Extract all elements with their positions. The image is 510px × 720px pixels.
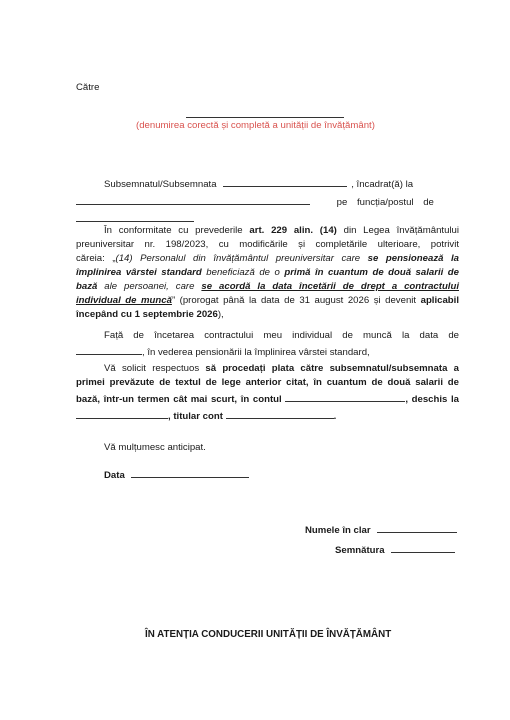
paragraph-line: bază ale persoanei, care se acordă la data încetării de drept a contractului (76, 281, 459, 292)
functia-label: pe funcția/postul de (336, 197, 434, 208)
function-field[interactable] (76, 211, 194, 225)
paragraph-line: căreia: „(14) Personalul din învățământul preuniversitar care se pensionează la (76, 253, 459, 264)
signature-row (335, 542, 455, 556)
date-termination-field[interactable] (76, 344, 142, 355)
institution-caption: (denumirea corectă și completă a unității de învățământ) (136, 120, 375, 131)
incadrat-label: , încadrat(ă) la (351, 179, 414, 190)
paragraph-line: individual de muncă” (prorogat până la data de 31 august 2026 și devenit aplicabil (76, 295, 459, 306)
paragraph-line: Vă solicit respectuos să procedați plata către subsemnatul/subsemnata a (104, 363, 459, 374)
paragraph-line: În conformitate cu prevederile art. 229 alin. (14) din Legea învățământului (104, 225, 460, 236)
date-field[interactable] (131, 467, 249, 478)
paragraph-line: , în vederea pensionării la împlinirea vârstei standard, (76, 344, 370, 358)
signature-field[interactable] (391, 542, 455, 553)
paragraph-line: primei prevăzute de textul de lege anterior citat, în cuantum de două salarii de (76, 377, 459, 388)
attention-footer: ÎN ATENȚIA CONDUCERII UNITĂȚII DE ÎNVĂȚĂMÂNT (145, 629, 392, 640)
paragraph-line: Față de încetarea contractului meu individual de muncă la data de (104, 330, 459, 341)
paragraph-line: începând cu 1 septembrie 2026), (76, 309, 224, 320)
name-field[interactable] (223, 176, 347, 187)
addressee-label: Către (76, 82, 100, 93)
date-row (104, 467, 249, 481)
paragraph-line: bază, într-un termen cât mai scurt, în contul , deschis la (76, 391, 459, 405)
name-row (305, 522, 457, 536)
paragraph-line: împlinirea vârstei standard beneficiază de o primă în cuantum de două salarii de (76, 267, 459, 278)
data-label: Data (104, 470, 125, 481)
institution-field[interactable] (76, 194, 310, 205)
nume-label: Numele în clar (305, 525, 371, 536)
paragraph-line: , titular cont . (76, 408, 336, 422)
account-field[interactable] (285, 391, 405, 402)
subsemnatul-label: Subsemnatul/Subsemnata (104, 179, 217, 190)
intro-line-1 (104, 176, 413, 190)
thanks-text: Vă mulțumesc anticipat. (104, 442, 206, 453)
institution-line[interactable] (186, 107, 344, 121)
bank-field[interactable] (76, 408, 168, 419)
clear-name-field[interactable] (377, 522, 457, 533)
semnatura-label: Semnătura (335, 545, 385, 556)
holder-field[interactable] (226, 408, 334, 419)
intro-line-2 (76, 194, 434, 208)
paragraph-line: preuniversitar nr. 198/2023, cu modificările și completările ulterioare, potrivit (76, 239, 459, 250)
